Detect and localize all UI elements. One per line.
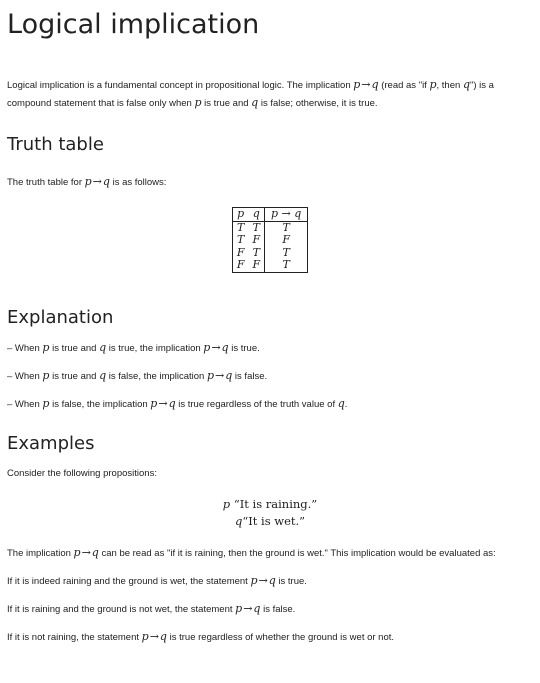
- math-arrow: →: [361, 78, 371, 91]
- truth-table-wrapper: [7, 207, 533, 273]
- math-q: q: [102, 175, 110, 188]
- text: .: [344, 398, 348, 410]
- lead-text: is as follows:: [109, 177, 167, 188]
- cell: T: [237, 233, 245, 246]
- math-q: q: [99, 368, 107, 382]
- math-q: q: [253, 601, 261, 615]
- example-case: [7, 600, 533, 618]
- cell: T: [282, 245, 290, 259]
- math-p: p: [42, 368, 50, 382]
- math-p: p: [235, 601, 243, 615]
- math-p: p: [353, 78, 361, 91]
- text: is false, the implication: [49, 398, 151, 410]
- text: is true and: [49, 342, 100, 354]
- math-p: p: [203, 340, 211, 354]
- cell: F: [236, 258, 245, 271]
- explanation-heading: Explanation: [7, 306, 114, 328]
- explanation-item: [7, 367, 533, 385]
- math-arrow: →: [243, 601, 253, 615]
- math-q: q: [337, 396, 345, 410]
- text: – When: [7, 398, 43, 410]
- col-header-q: q: [249, 208, 265, 222]
- text: is true.: [228, 342, 260, 354]
- math-q: q: [462, 78, 470, 91]
- text: – When: [7, 342, 43, 354]
- math-arrow: →: [81, 545, 91, 559]
- intro-text: Logical implication is a fundamental concept in propositional logic. The implication: [7, 80, 354, 91]
- math-q: q: [168, 396, 176, 410]
- math-q: q: [159, 629, 167, 643]
- cell: F: [236, 245, 245, 259]
- examples-lead: Consider the following propositions:: [7, 467, 157, 479]
- math-arrow: →: [92, 175, 102, 188]
- text: If it is indeed raining and the ground is wet, the statement: [7, 575, 251, 587]
- text: is false.: [260, 603, 296, 615]
- math-p: p: [250, 573, 258, 587]
- math-q: q: [91, 545, 99, 559]
- math-q: q: [251, 96, 259, 109]
- proposition-q: [7, 513, 533, 530]
- text: is true, the implication: [106, 342, 204, 354]
- math-q: q: [221, 340, 229, 354]
- text: The implication: [7, 547, 74, 559]
- text: If it is not raining, the statement: [7, 631, 142, 643]
- cell: T: [282, 258, 290, 271]
- truth-table: [232, 207, 308, 273]
- cell: T: [237, 220, 245, 234]
- intro-text: , then: [436, 80, 463, 91]
- truth-table-header-row: [232, 208, 307, 222]
- math-arrow: →: [258, 573, 268, 587]
- text: is true regardless of the truth value of: [175, 398, 338, 410]
- math-arrow: →: [215, 368, 225, 382]
- examples-reading: [7, 544, 533, 562]
- col-header-p: p: [232, 208, 248, 222]
- col-header-implication: p → q: [265, 208, 308, 222]
- cell: F: [282, 233, 290, 246]
- cell: T: [249, 247, 265, 260]
- cell: F: [249, 259, 265, 272]
- lead-text: The truth table for: [7, 177, 85, 188]
- cell: F: [249, 234, 265, 247]
- example-case: [7, 628, 533, 646]
- intro-text: (read as "if: [378, 80, 430, 91]
- cell: T: [249, 221, 265, 234]
- page-title: Logical implication: [7, 9, 260, 40]
- truth-table-lead: [7, 173, 533, 191]
- intro-text: is true and: [201, 98, 252, 109]
- intro-text: ") is a compound statement that is false only when: [7, 80, 494, 109]
- intro-text: is false; otherwise, it is true.: [258, 98, 378, 109]
- example-case: [7, 572, 533, 590]
- text: is true regardless of whether the ground is wet or not.: [166, 631, 395, 643]
- math-q: q: [371, 78, 379, 91]
- math-q: q: [234, 513, 243, 528]
- math-arrow: →: [149, 629, 159, 643]
- math-p: p: [42, 396, 50, 410]
- math-p: p: [150, 396, 158, 410]
- proposition-text: “It is wet.”: [242, 513, 306, 528]
- table-row: [232, 234, 307, 247]
- math-p: p: [429, 78, 437, 91]
- math-p: p: [222, 496, 231, 511]
- explanation-item: [7, 395, 533, 413]
- math-p: p: [42, 340, 50, 354]
- text: is false, the implication: [106, 370, 207, 382]
- math-arrow: →: [211, 340, 221, 354]
- math-arrow: →: [158, 396, 168, 410]
- math-q: q: [268, 573, 276, 587]
- proposition-p: [7, 496, 533, 513]
- text: is false.: [232, 370, 268, 382]
- text: – When: [7, 370, 43, 382]
- proposition-text: “It is raining.”: [233, 496, 318, 511]
- math-p: p: [194, 96, 202, 109]
- text: is true and: [49, 370, 100, 382]
- examples-heading: Examples: [7, 432, 95, 454]
- math-q: q: [99, 340, 107, 354]
- explanation-item: [7, 339, 533, 357]
- propositions-display: [7, 496, 533, 530]
- table-row: [232, 259, 307, 272]
- text: can be read as "if it is raining, then the ground is wet." This implication would be evaluated as:: [98, 547, 496, 559]
- math-p: p: [73, 545, 81, 559]
- math-p: p: [84, 175, 92, 188]
- truth-table-heading: Truth table: [7, 134, 104, 155]
- intro-paragraph: [7, 76, 533, 112]
- math-p: p: [206, 368, 215, 382]
- text: is true.: [275, 575, 307, 587]
- math-q: q: [225, 368, 233, 382]
- math-p: p: [141, 629, 149, 643]
- cell: T: [282, 220, 290, 234]
- text: If it is raining and the ground is not wet, the statement: [7, 603, 236, 615]
